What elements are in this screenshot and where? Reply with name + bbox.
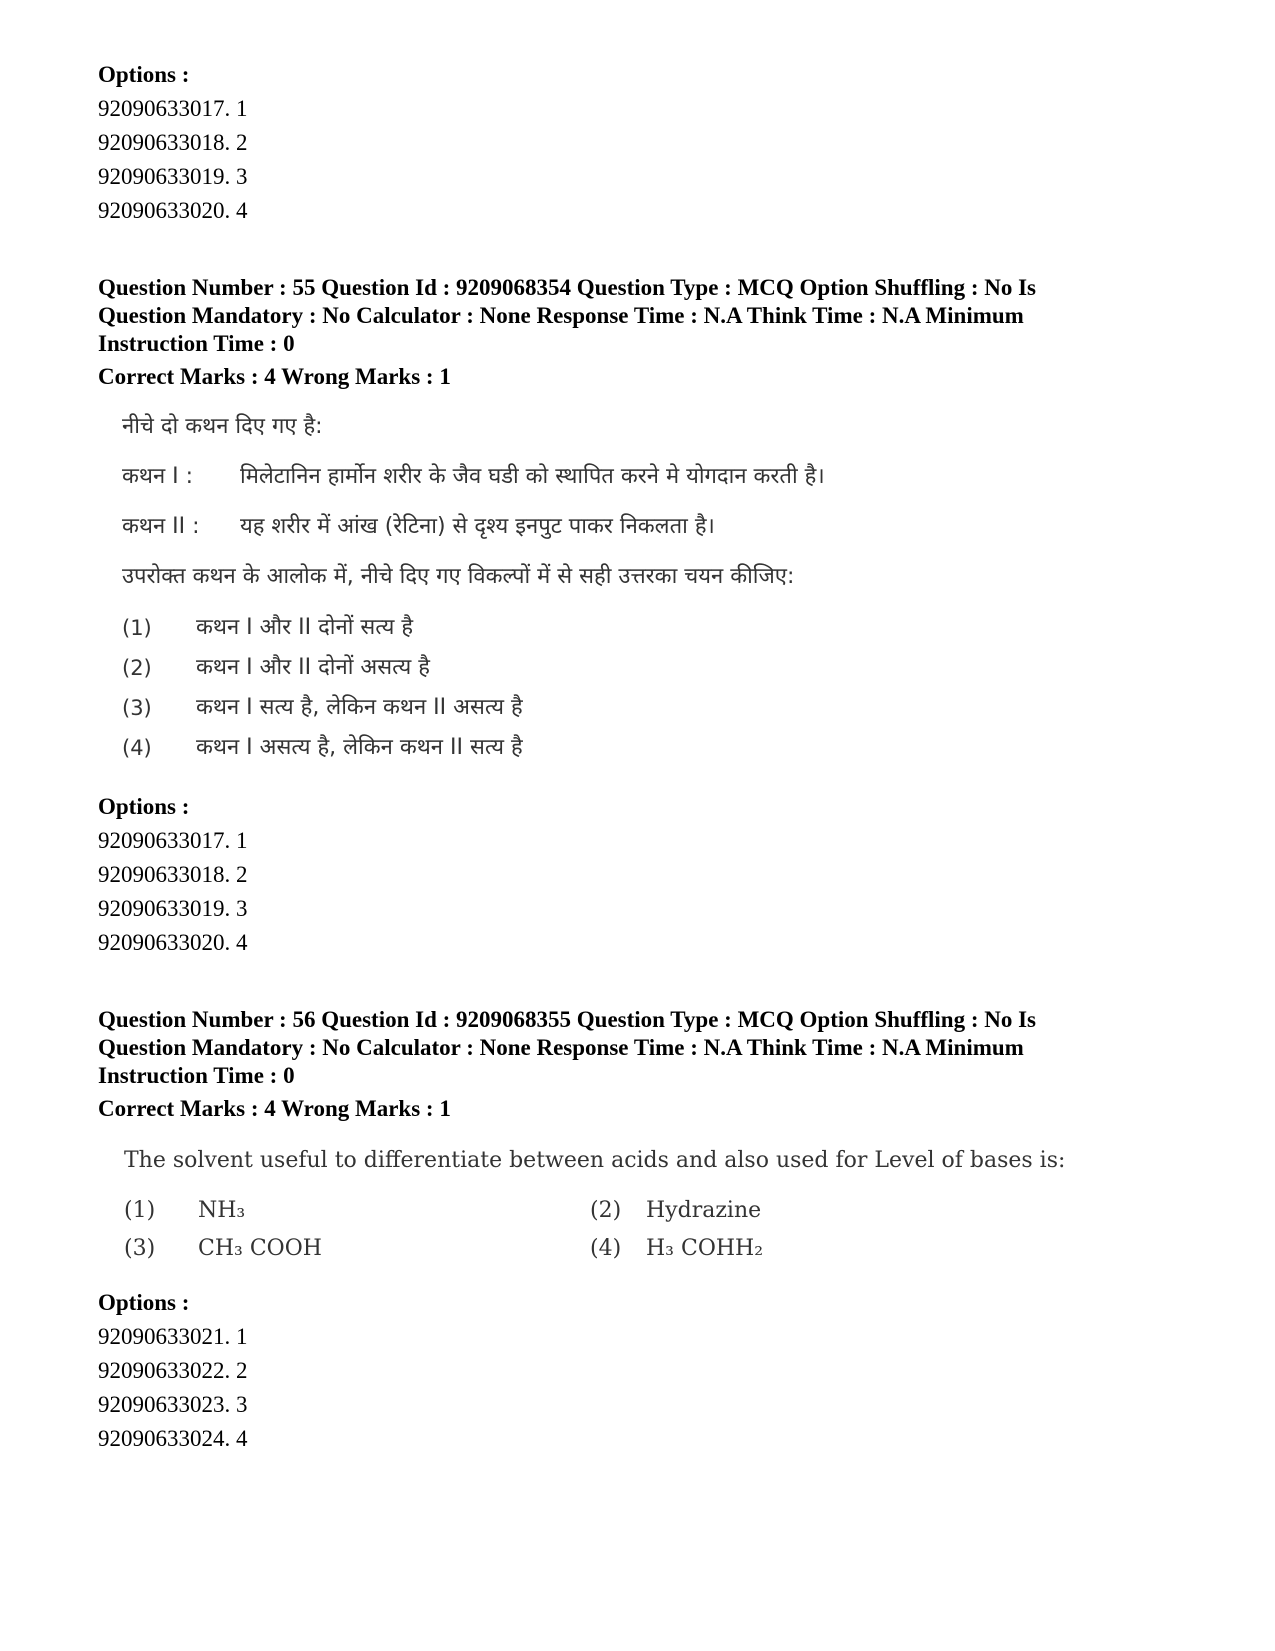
question-intro: नीचे दो कथन दिए गए है:: [122, 414, 323, 439]
statement-text: यह शरीर में आंख (रेटिना) से दृश्य इनपुट पाकर निकलता है।: [240, 514, 715, 539]
choice-4: [122, 728, 1178, 768]
question-ask: उपरोक्त कथन के आलोक में, नीचे दिए गए विकल्पों में से सही उत्तरका चयन कीजिए:: [122, 564, 795, 589]
choice-text: H₃ COHH₂: [646, 1236, 764, 1261]
option-item: 92090633017. 1: [98, 828, 248, 853]
question-55: [98, 274, 1178, 960]
statement-text: मिलेटानिन हार्मोन शरीर के जैव घडी को स्थापित करने मे योगदान करती है।: [240, 464, 825, 489]
option-item: 92090633019. 3: [98, 896, 248, 921]
question-header: [98, 1006, 1178, 1090]
choice-2: [122, 648, 1178, 688]
choice-number: (1): [122, 616, 152, 640]
choice-text: NH₃: [198, 1198, 246, 1223]
question-header-line: Instruction Time : 0: [98, 1063, 295, 1088]
option-item: 92090633017. 1: [98, 96, 248, 121]
question-header-line: Question Number : 55 Question Id : 9209068354 Question Type : MCQ Option Shuffling : No Is: [98, 275, 1037, 300]
choice-number: (3): [124, 1236, 156, 1261]
statement-2: [122, 512, 1178, 542]
question-header: [98, 274, 1178, 358]
choice-number: (4): [122, 736, 152, 760]
option-item: 92090633020. 4: [98, 930, 248, 955]
choice-text: कथन I और II दोनों सत्य है: [196, 615, 414, 640]
question-55-options: [98, 790, 1178, 960]
question-header-line: Instruction Time : 0: [98, 331, 295, 356]
choice-text: CH₃ COOH: [198, 1236, 322, 1261]
choice-1: [122, 608, 1178, 648]
question-56: [98, 1006, 1178, 1456]
choice-text: कथन I और II दोनों असत्य है: [196, 655, 430, 680]
choice-number: (3): [122, 696, 152, 720]
option-item: 92090633019. 3: [98, 164, 248, 189]
option-item: 92090633018. 2: [98, 130, 248, 155]
question-marks: Correct Marks : 4 Wrong Marks : 1: [98, 364, 451, 389]
choice-number: (2): [590, 1198, 622, 1223]
statement-label: कथन I :: [122, 464, 194, 489]
option-item: 92090633022. 2: [98, 1358, 248, 1383]
option-item: 92090633021. 1: [98, 1324, 248, 1349]
choice-text: कथन I सत्य है, लेकिन कथन II असत्य है: [196, 695, 523, 720]
option-item: 92090633024. 4: [98, 1426, 248, 1451]
options-heading: Options :: [98, 794, 190, 819]
question-header-line: Question Mandatory : No Calculator : None Response Time : N.A Think Time : N.A Minimum: [98, 1035, 1024, 1060]
question-header-line: Question Mandatory : No Calculator : None Response Time : N.A Think Time : N.A Minimum: [98, 303, 1024, 328]
option-item: 92090633018. 2: [98, 862, 248, 887]
question-marks: Correct Marks : 4 Wrong Marks : 1: [98, 1096, 451, 1121]
options-heading: Options :: [98, 1290, 190, 1315]
choice-grid: [124, 1196, 1178, 1264]
choice-number: (2): [122, 656, 152, 680]
question-header-line: Question Number : 56 Question Id : 9209068355 Question Type : MCQ Option Shuffling : No Is: [98, 1007, 1037, 1032]
choice-3: [122, 688, 1178, 728]
question-56-options: [98, 1286, 1178, 1456]
question-body-hindi: [122, 412, 1178, 768]
choice-number: (4): [590, 1236, 622, 1261]
statement-label: कथन II :: [122, 514, 200, 539]
question-body-english: [124, 1146, 1178, 1264]
option-item: 92090633023. 3: [98, 1392, 248, 1417]
choice-number: (1): [124, 1198, 156, 1223]
previous-question-options: [98, 58, 1178, 228]
option-item: 92090633020. 4: [98, 198, 248, 223]
choice-text: कथन I असत्य है, लेकिन कथन II सत्य है: [196, 735, 523, 760]
choice-text: Hydrazine: [646, 1198, 762, 1223]
options-heading: Options :: [98, 62, 190, 87]
document-page: [98, 58, 1178, 1456]
statement-1: [122, 462, 1178, 492]
question-stem: The solvent useful to differentiate between acids and also used for Level of bases is:: [124, 1148, 1066, 1173]
